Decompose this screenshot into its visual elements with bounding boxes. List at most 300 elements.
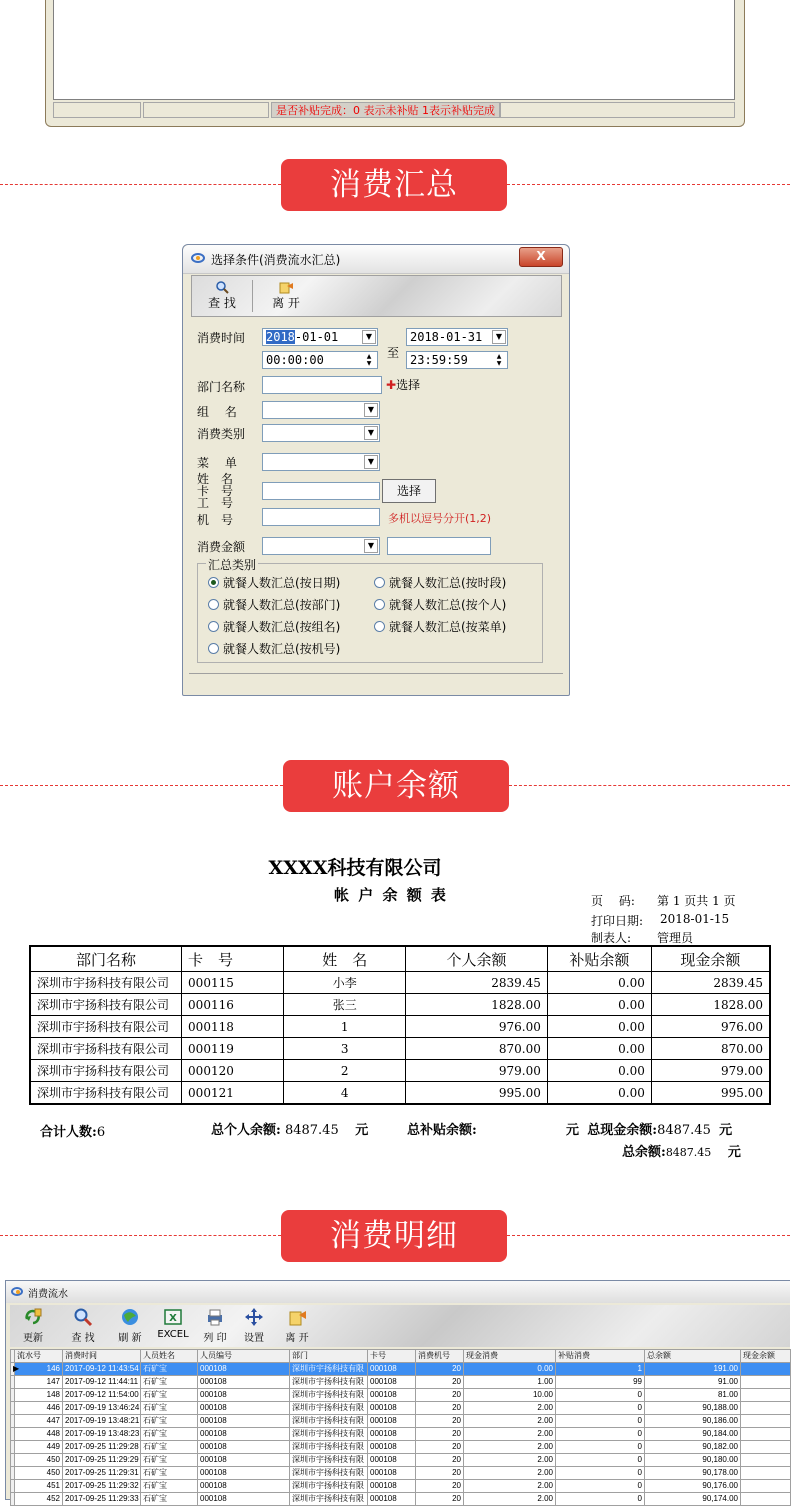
option-by-person[interactable] (374, 596, 506, 613)
update-label: 更新 (23, 1333, 43, 1344)
exit-icon (278, 280, 294, 294)
option-label: 就餐人数汇总(按部门) (223, 598, 341, 612)
table-cell: 2839.45 (406, 972, 548, 994)
table-cell: 000118 (182, 1016, 284, 1038)
balance-table (29, 945, 771, 1105)
table-cell: 2017-09-19 13:48:21 (63, 1415, 141, 1428)
table-cell (741, 1441, 791, 1454)
report-title: 帐 户 余 额 表 (334, 886, 448, 904)
add-icon: ✚ (386, 378, 397, 392)
table-cell: 191.00 (645, 1363, 741, 1376)
table-cell: 000108 (368, 1480, 416, 1493)
radio-icon (208, 643, 219, 654)
table-cell: 0 (556, 1467, 645, 1480)
print-label: 列 印 (203, 1333, 227, 1344)
table-cell: 000108 (368, 1467, 416, 1480)
app-icon (11, 1287, 23, 1296)
table-cell: 深圳市宇扬科技有限 (290, 1402, 368, 1415)
cash-label: 总现金余额: (587, 1123, 658, 1138)
table-cell: 000108 (198, 1480, 290, 1493)
start-time-value: 00:00:00 (266, 353, 324, 367)
table-cell: 0.00 (547, 1038, 651, 1060)
table-cell (741, 1376, 791, 1389)
table-cell: 0 (556, 1441, 645, 1454)
table-cell: 000108 (368, 1389, 416, 1402)
summary-type-group (197, 558, 543, 663)
table-cell: 石矿宝 (141, 1467, 198, 1480)
excel-button[interactable] (154, 1307, 192, 1340)
table-cell: 90,186.00 (645, 1415, 741, 1428)
option-by-date[interactable] (208, 574, 340, 591)
col-time[interactable]: 消费时间 (63, 1350, 141, 1363)
table-cell: 深圳市宇扬科技有限公司 (30, 1060, 182, 1082)
col-subsidy: 补贴余额 (547, 946, 651, 972)
exit-button[interactable] (262, 278, 310, 314)
table-cell: 1 (284, 1016, 406, 1038)
end-time-value: 23:59:59 (410, 353, 468, 367)
table-row[interactable] (11, 1454, 791, 1467)
table-cell: 000108 (198, 1441, 290, 1454)
excel-label: EXCEL (157, 1329, 189, 1340)
table-cell (741, 1415, 791, 1428)
table-cell (741, 1493, 791, 1506)
print-date-value: 2018-01-15 (660, 912, 730, 926)
table-row[interactable] (11, 1363, 791, 1376)
end-time-field[interactable] (406, 351, 508, 369)
table-cell: 0 (556, 1454, 645, 1467)
spinner-icon[interactable]: ▲ ▼ (366, 353, 372, 367)
table-cell: 10.00 (464, 1389, 556, 1402)
close-button[interactable]: X (519, 247, 563, 267)
machine-hint: 多机以逗号分开(1,2) (388, 512, 492, 525)
table-cell: 石矿宝 (141, 1480, 198, 1493)
table-cell: 深圳市宇扬科技有限 (290, 1441, 368, 1454)
table-cell: 000108 (368, 1454, 416, 1467)
table-cell: 1828.00 (406, 994, 548, 1016)
table-cell: 90,174.00 (645, 1493, 741, 1506)
table-cell: 20 (416, 1428, 464, 1441)
chevron-down-icon[interactable]: ▼ (364, 539, 378, 553)
table-cell: 石矿宝 (141, 1454, 198, 1467)
detail-titlebar (6, 1281, 790, 1303)
maker-value: 管理员 (657, 931, 694, 945)
start-date-field[interactable] (262, 328, 378, 346)
col-card[interactable]: 卡号 (368, 1350, 416, 1363)
table-cell: 深圳市宇扬科技有限 (290, 1376, 368, 1389)
machine-no-input[interactable] (262, 508, 380, 526)
table-cell: 91.00 (645, 1376, 741, 1389)
table-row (30, 994, 770, 1016)
option-by-period[interactable] (374, 574, 506, 591)
table-cell (741, 1428, 791, 1441)
section-title: 消费明细 (281, 1210, 507, 1262)
dialog-footer (189, 673, 563, 688)
start-date-rest: -01-01 (294, 330, 339, 344)
col-cash-consume[interactable]: 现金消费 (464, 1350, 556, 1363)
chevron-down-icon[interactable]: ▼ (364, 455, 378, 469)
table-cell: 石矿宝 (141, 1376, 198, 1389)
to-label: 至 (387, 346, 400, 360)
table-cell: 1828.00 (651, 994, 770, 1016)
table-cell: 0 (556, 1480, 645, 1493)
table-row[interactable] (11, 1493, 791, 1506)
work-no-label: 工 号 (197, 496, 234, 510)
group-name-select[interactable] (262, 401, 380, 419)
group-legend: 汇总类别 (208, 558, 257, 572)
table-cell: 90,188.00 (645, 1402, 741, 1415)
table-cell: 2017-09-25 11:29:32 (63, 1480, 141, 1493)
dept-name-input[interactable] (262, 376, 382, 394)
toolbar-separator (252, 280, 253, 312)
table-row (30, 1038, 770, 1060)
cash-value: 8487.45 (657, 1123, 711, 1138)
status-cell-2 (143, 102, 269, 118)
table-cell (741, 1480, 791, 1493)
table-cell: 000108 (198, 1415, 290, 1428)
dialog-titlebar (183, 245, 569, 274)
chevron-down-icon[interactable]: ▼ (364, 426, 378, 440)
table-cell: 90,176.00 (645, 1480, 741, 1493)
table-cell: 深圳市宇扬科技有限公司 (30, 1038, 182, 1060)
table-cell: 2017-09-25 11:29:28 (63, 1441, 141, 1454)
table-cell: 448 (15, 1428, 63, 1441)
detail-grid (10, 1349, 791, 1506)
unit-label: 元 (727, 1145, 741, 1160)
total-summary (622, 1141, 741, 1160)
subsidy-summary (407, 1119, 477, 1138)
table-row (30, 1060, 770, 1082)
menu-select[interactable] (262, 453, 380, 471)
group-name-label: 组 名 (197, 405, 237, 419)
table-cell: 90,180.00 (645, 1454, 741, 1467)
table-row[interactable] (11, 1428, 791, 1441)
table-cell: 深圳市宇扬科技有限 (290, 1454, 368, 1467)
option-label: 就餐人数汇总(按时段) (389, 576, 507, 590)
option-by-machine[interactable] (208, 640, 340, 657)
table-cell: 小李 (284, 972, 406, 994)
table-cell: 449 (15, 1441, 63, 1454)
table-cell: 2.00 (464, 1402, 556, 1415)
col-cash: 现金余额 (651, 946, 770, 972)
table-cell: 石矿宝 (141, 1363, 198, 1376)
table-cell: 2017-09-19 13:46:24 (63, 1402, 141, 1415)
table-cell: 90,178.00 (645, 1467, 741, 1480)
table-cell: 2.00 (464, 1480, 556, 1493)
table-cell: 深圳市宇扬科技有限 (290, 1389, 368, 1402)
table-cell: 20 (416, 1454, 464, 1467)
table-cell: 976.00 (651, 1016, 770, 1038)
divider-left (0, 1235, 281, 1236)
table-cell: 2.00 (464, 1441, 556, 1454)
col-machine[interactable]: 消费机号 (416, 1350, 464, 1363)
option-label: 就餐人数汇总(按日期) (223, 576, 341, 590)
grid-header-row (11, 1350, 791, 1363)
table-cell: 石矿宝 (141, 1493, 198, 1506)
divider-left (0, 184, 281, 185)
table-cell: 000108 (368, 1363, 416, 1376)
refresh-button[interactable] (111, 1307, 149, 1344)
table-cell: 451 (15, 1480, 63, 1493)
table-cell: 000120 (182, 1060, 284, 1082)
table-cell: 000108 (368, 1415, 416, 1428)
radio-icon (374, 577, 385, 588)
table-cell: 447 (15, 1415, 63, 1428)
option-label: 就餐人数汇总(按个人) (389, 598, 507, 612)
table-cell: 0.00 (464, 1363, 556, 1376)
status-cell-3 (500, 102, 735, 118)
col-card: 卡 号 (182, 946, 284, 972)
table-cell: 000108 (198, 1467, 290, 1480)
consume-category-label: 消费类别 (197, 427, 246, 441)
table-cell: 2017-09-19 13:48:23 (63, 1428, 141, 1441)
current-row-indicator-icon: ▶ (11, 1363, 15, 1376)
total-value: 8487.45 (665, 1146, 712, 1159)
table-cell: 深圳市宇扬科技有限 (290, 1428, 368, 1441)
search-icon (214, 280, 230, 294)
divider-right (507, 184, 790, 185)
table-cell: 000121 (182, 1082, 284, 1105)
table-cell: 2.00 (464, 1428, 556, 1441)
option-label: 就餐人数汇总(按菜单) (389, 620, 507, 634)
option-label: 就餐人数汇总(按机号) (223, 642, 341, 656)
condition-dialog (182, 244, 570, 696)
dialog-title: 选择条件(消费流水汇总) (211, 253, 341, 267)
table-cell: 81.00 (645, 1389, 741, 1402)
table-cell (741, 1389, 791, 1402)
table-cell: 000119 (182, 1038, 284, 1060)
table-cell: 90,184.00 (645, 1428, 741, 1441)
col-total-balance[interactable]: 总余额 (645, 1350, 741, 1363)
divider-left (0, 785, 283, 786)
radio-icon (208, 599, 219, 610)
table-cell: 2.00 (464, 1454, 556, 1467)
table-cell: 张三 (284, 994, 406, 1016)
table-cell: 2017-09-25 11:29:29 (63, 1454, 141, 1467)
table-header-row (30, 946, 770, 972)
option-by-dept[interactable] (208, 596, 340, 613)
table-cell: 995.00 (406, 1082, 548, 1105)
table-cell: 0 (556, 1415, 645, 1428)
table-cell: 0.00 (547, 1060, 651, 1082)
radio-icon (208, 621, 219, 632)
update-icon (23, 1307, 43, 1327)
table-cell: 0 (556, 1428, 645, 1441)
chevron-down-icon[interactable]: ▼ (492, 330, 506, 344)
table-row[interactable] (11, 1376, 791, 1389)
table-cell: 90,182.00 (645, 1441, 741, 1454)
table-cell: 2.00 (464, 1415, 556, 1428)
table-cell: 870.00 (406, 1038, 548, 1060)
table-cell: 2 (284, 1060, 406, 1082)
section-header-summary (0, 159, 790, 211)
menu-label: 菜 单 (197, 456, 237, 470)
end-date-value: 2018-01-31 (410, 330, 483, 344)
table-cell: 20 (416, 1376, 464, 1389)
divider-right (509, 785, 790, 786)
table-cell: 000108 (368, 1376, 416, 1389)
count-summary (40, 1121, 105, 1140)
table-row (30, 1082, 770, 1105)
update-button[interactable] (14, 1307, 52, 1344)
table-cell: 148 (15, 1389, 63, 1402)
table-row[interactable] (11, 1467, 791, 1480)
dept-select-button[interactable] (386, 376, 420, 393)
table-row (30, 972, 770, 994)
chevron-down-icon[interactable]: ▼ (362, 330, 376, 344)
option-by-group[interactable] (208, 618, 340, 635)
table-cell: 146 (15, 1363, 63, 1376)
table-cell: 000108 (198, 1402, 290, 1415)
table-cell: 979.00 (406, 1060, 548, 1082)
table-cell: 000108 (198, 1428, 290, 1441)
table-cell: 000108 (368, 1441, 416, 1454)
col-name: 姓 名 (284, 946, 406, 972)
table-cell: 1 (556, 1363, 645, 1376)
unit-label: 元 (719, 1123, 733, 1138)
person-select-button[interactable]: 选择 (382, 479, 436, 503)
status-bar (53, 102, 735, 118)
col-person-name[interactable]: 人员姓名 (141, 1350, 198, 1363)
table-cell: 20 (416, 1389, 464, 1402)
table-cell: 000116 (182, 994, 284, 1016)
exit-button[interactable] (278, 1307, 316, 1344)
table-cell (741, 1402, 791, 1415)
table-cell: 深圳市宇扬科技有限公司 (30, 1082, 182, 1105)
table-cell: 446 (15, 1402, 63, 1415)
find-label: 查 找 (208, 296, 236, 310)
amount-input[interactable] (387, 537, 491, 555)
amount-label: 消费金额 (197, 540, 246, 554)
table-row[interactable] (11, 1389, 791, 1402)
refresh-icon (120, 1307, 140, 1327)
table-cell: 深圳市宇扬科技有限 (290, 1467, 368, 1480)
table-cell: 20 (416, 1441, 464, 1454)
table-cell: 995.00 (651, 1082, 770, 1105)
table-cell: 000108 (198, 1454, 290, 1467)
table-cell: 450 (15, 1467, 63, 1480)
svg-text:X: X (169, 1313, 177, 1324)
table-cell: 0 (556, 1402, 645, 1415)
table-cell: 20 (416, 1467, 464, 1480)
subsidy-label: 总补贴余额: (407, 1123, 477, 1138)
person-input[interactable] (262, 482, 380, 500)
page-value: 第 1 页共 1 页 (657, 894, 736, 908)
table-cell (741, 1363, 791, 1376)
personal-summary (211, 1119, 368, 1138)
detail-title: 消费流水 (28, 1289, 68, 1300)
table-cell: 20 (416, 1493, 464, 1506)
table-cell: 0.00 (547, 1082, 651, 1105)
print-icon (205, 1307, 225, 1327)
table-cell: 20 (416, 1402, 464, 1415)
personal-label: 总个人余额: (211, 1123, 281, 1138)
table-cell: 870.00 (651, 1038, 770, 1060)
start-time-field[interactable] (262, 351, 378, 369)
col-serial[interactable]: 流水号 (15, 1350, 63, 1363)
divider-right (507, 1235, 790, 1236)
top-window (45, 0, 745, 127)
table-cell: 深圳市宇扬科技有限 (290, 1493, 368, 1506)
status-cell-1 (53, 102, 141, 118)
table-cell: 000108 (198, 1389, 290, 1402)
cash-summary (566, 1119, 732, 1138)
status-message: 是否补贴完成：0 表示未补贴 1表示补贴完成 (271, 102, 500, 118)
table-cell: 2839.45 (651, 972, 770, 994)
table-cell: 000108 (198, 1363, 290, 1376)
find-button[interactable] (198, 278, 246, 314)
table-cell: 2017-09-12 11:43:54 (63, 1363, 141, 1376)
search-button[interactable] (64, 1307, 102, 1344)
chevron-down-icon[interactable]: ▼ (364, 403, 378, 417)
total-label: 总余额: (622, 1145, 666, 1160)
exit-icon (287, 1307, 307, 1327)
radio-icon (374, 621, 385, 632)
consume-time-label: 消费时间 (197, 331, 246, 345)
table-row[interactable] (11, 1480, 791, 1493)
settings-icon (244, 1307, 264, 1327)
col-dept[interactable]: 部门 (290, 1350, 368, 1363)
table-cell: 0.00 (547, 972, 651, 994)
table-cell: 000115 (182, 972, 284, 994)
table-cell: 20 (416, 1363, 464, 1376)
table-row[interactable] (11, 1415, 791, 1428)
end-date-field[interactable] (406, 328, 508, 346)
consume-category-select[interactable] (262, 424, 380, 442)
col-cash-balance[interactable]: 现金余额 (741, 1350, 791, 1363)
table-cell: 450 (15, 1454, 63, 1467)
detail-window (5, 1280, 790, 1503)
unit-label: 元 (355, 1123, 369, 1138)
exit-label: 离 开 (272, 296, 300, 310)
table-row[interactable] (11, 1402, 791, 1415)
table-row[interactable] (11, 1441, 791, 1454)
table-cell: 20 (416, 1480, 464, 1493)
personal-value: 8487.45 (284, 1123, 339, 1138)
page-label: 页 码: (591, 894, 635, 908)
table-cell: 000108 (368, 1493, 416, 1506)
machine-no-label: 机 号 (197, 513, 234, 527)
table-cell: 4 (284, 1082, 406, 1105)
dept-select-label: 选择 (396, 378, 421, 392)
count-value: 6 (96, 1125, 106, 1140)
table-cell: 2.00 (464, 1467, 556, 1480)
report-company: XXXX科技有限公司 (268, 857, 442, 879)
print-button[interactable] (196, 1307, 234, 1344)
table-cell: 深圳市宇扬科技有限公司 (30, 994, 182, 1016)
top-window-content (53, 0, 735, 100)
table-cell: 0 (556, 1493, 645, 1506)
table-cell: 0.00 (547, 994, 651, 1016)
table-cell: 2017-09-25 11:29:33 (63, 1493, 141, 1506)
col-person-no[interactable]: 人员编号 (198, 1350, 290, 1363)
table-cell: 20 (416, 1415, 464, 1428)
settings-button[interactable] (235, 1307, 273, 1344)
table-cell: 石矿宝 (141, 1389, 198, 1402)
table-cell: 2017-09-12 11:54:00 (63, 1389, 141, 1402)
amount-operator-select[interactable] (262, 537, 380, 555)
option-by-menu[interactable] (374, 618, 506, 635)
table-cell: 979.00 (651, 1060, 770, 1082)
col-subsidy-consume[interactable]: 补贴消费 (556, 1350, 645, 1363)
table-row (30, 1016, 770, 1038)
table-cell: 深圳市宇扬科技有限 (290, 1480, 368, 1493)
table-cell: 000108 (368, 1402, 416, 1415)
table-cell: 000108 (198, 1493, 290, 1506)
name-label: 姓 名 (197, 472, 234, 486)
table-cell: 石矿宝 (141, 1428, 198, 1441)
spinner-icon[interactable]: ▲ ▼ (496, 353, 502, 367)
table-cell: 石矿宝 (141, 1415, 198, 1428)
